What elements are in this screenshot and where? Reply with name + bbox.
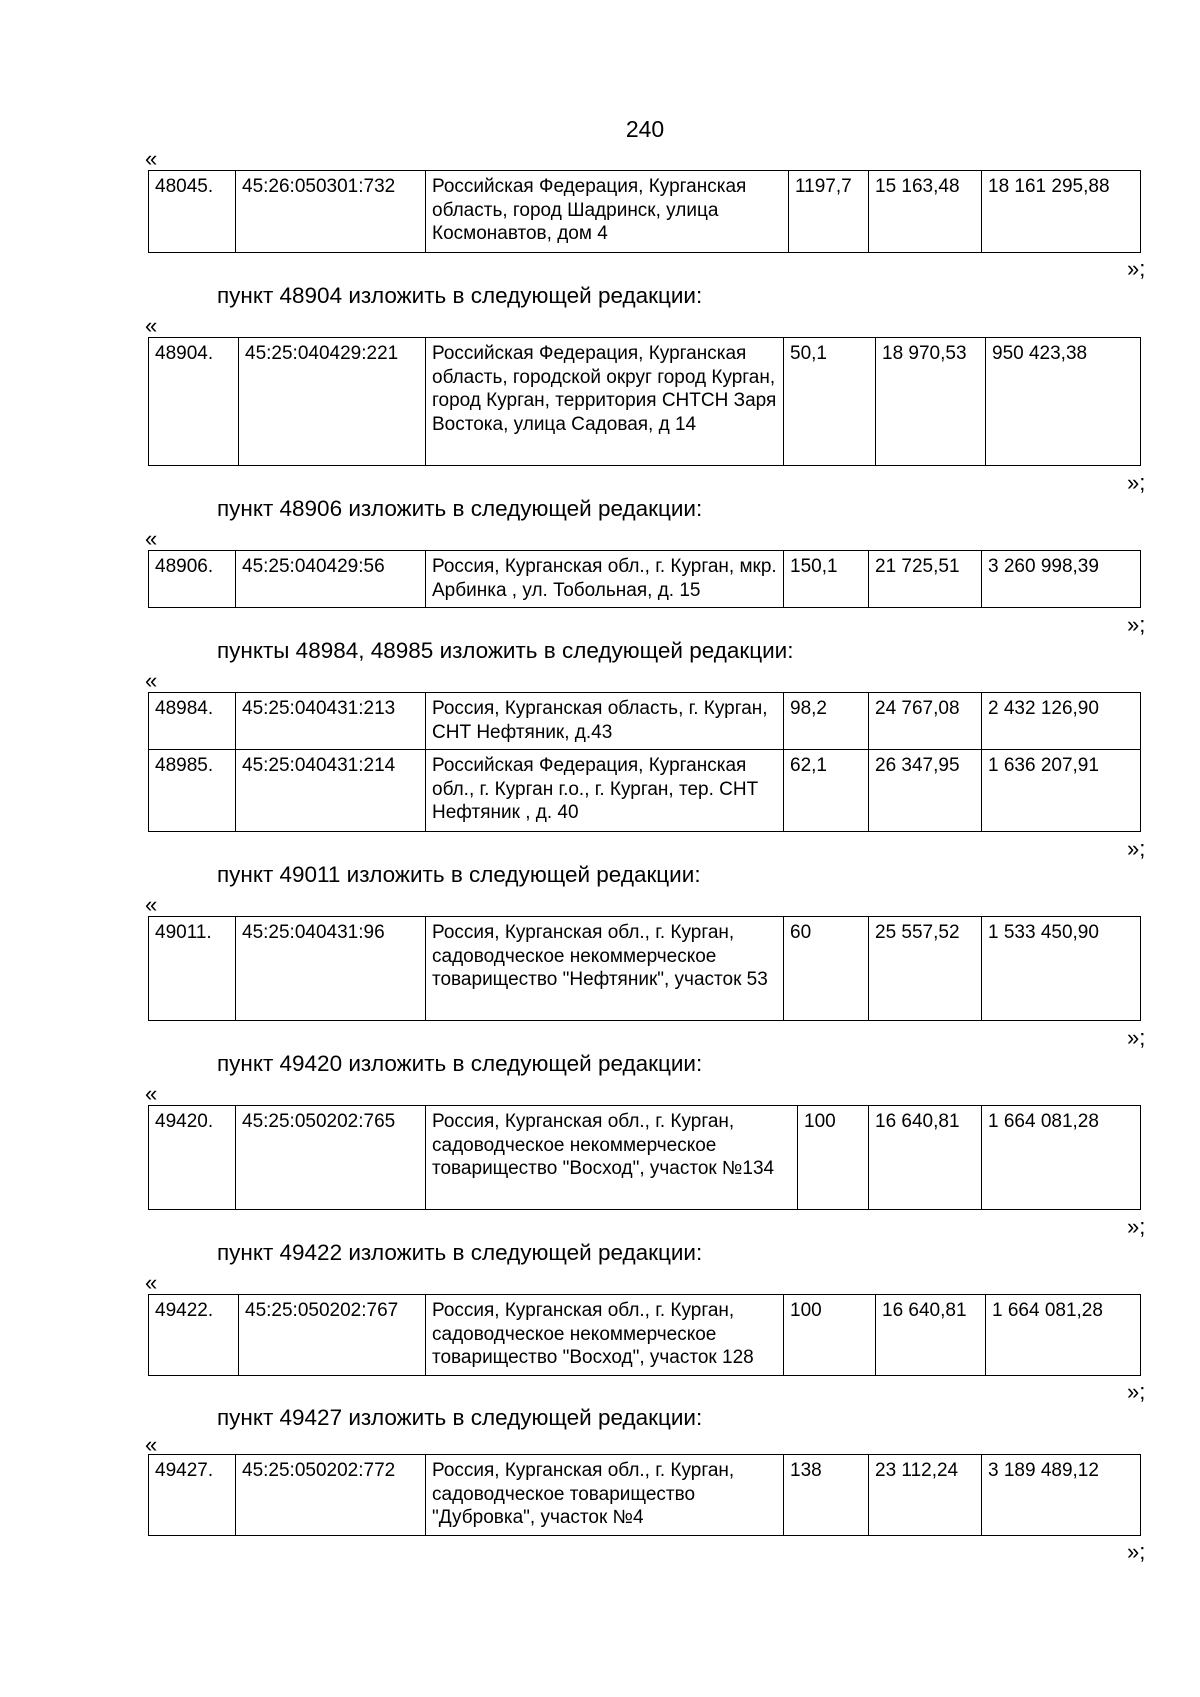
- open-quote: «: [145, 1081, 158, 1106]
- amendment-intro: пункт 48906 изложить в следующей редакции:: [217, 496, 703, 521]
- close-quote: »;: [1127, 1379, 1146, 1404]
- close-quote: »;: [1127, 470, 1146, 495]
- open-quote: «: [145, 146, 158, 171]
- area: 150,1: [784, 551, 869, 608]
- area: 100: [798, 1106, 869, 1210]
- address: Российская Федерация, Курганская обл., г. Курган г.о., г. Курган, тер. СНТ Нефтяник , д. 40: [426, 750, 784, 832]
- open-quote: «: [145, 892, 158, 917]
- address: Россия, Курганская обл., г. Курган, садоводческое некоммерческое товарищество "Нефтяник", участок 53: [426, 917, 784, 1021]
- cadastral-number: 45:25:040429:221: [239, 338, 426, 466]
- row-number: 48984.: [149, 693, 236, 750]
- rate: 21 725,51: [869, 551, 982, 608]
- cadastral-value: 18 161 295,88: [982, 171, 1141, 253]
- address: Россия, Курганская обл., г. Курган, садоводческое некоммерческое товарищество "Восход", участок №134: [426, 1106, 798, 1210]
- cadastral-number: 45:26:050301:732: [236, 171, 426, 253]
- rate: 18 970,53: [876, 338, 986, 466]
- cadastral-value: 1 636 207,91: [982, 750, 1141, 832]
- area: 138: [784, 1455, 869, 1536]
- area: 60: [784, 917, 869, 1021]
- open-quote: «: [145, 526, 158, 551]
- row-number: 48985.: [149, 750, 236, 832]
- cadastral-value: 3 260 998,39: [982, 551, 1141, 608]
- address: Россия, Курганская обл., г. Курган, садоводческое некоммерческое товарищество "Восход", участок 128: [426, 1295, 784, 1376]
- close-quote: »;: [1127, 1214, 1146, 1239]
- close-quote: »;: [1127, 1025, 1146, 1050]
- cadastral-value: 1 533 450,90: [982, 917, 1141, 1021]
- record-table: [148, 1454, 1141, 1536]
- row-number: 48045.: [149, 171, 236, 253]
- cadastral-value: 1 664 081,28: [982, 1106, 1141, 1210]
- address: Российская Федерация, Курганская область, город Шадринск, улица Космонавтов, дом 4: [426, 171, 789, 253]
- address: Россия, Курганская область, г. Курган, СНТ Нефтяник, д.43: [426, 693, 784, 750]
- area: 98,2: [784, 693, 869, 750]
- record-table: [148, 1105, 1141, 1210]
- table-row: [149, 338, 1141, 466]
- table-row: [149, 693, 1141, 750]
- record-table: [148, 170, 1141, 253]
- cadastral-number: 45:25:040431:214: [236, 750, 426, 832]
- rate: 23 112,24: [869, 1455, 982, 1536]
- address: Российская Федерация, Курганская область, городской округ город Курган, город Курган, территория СНТСН Заря Востока, улица Садовая, д 14: [426, 338, 784, 466]
- row-number: 49420.: [149, 1106, 236, 1210]
- page-number: 240: [625, 116, 665, 142]
- amendment-intro: пункт 48904 изложить в следующей редакции:: [217, 283, 703, 308]
- rate: 24 767,08: [869, 693, 982, 750]
- cadastral-value: 2 432 126,90: [982, 693, 1141, 750]
- cadastral-number: 45:25:040431:96: [236, 917, 426, 1021]
- close-quote: »;: [1127, 612, 1146, 637]
- rate: 16 640,81: [876, 1295, 986, 1376]
- row-number: 49011.: [149, 917, 236, 1021]
- table-row: [149, 1106, 1141, 1210]
- table-row: [149, 1455, 1141, 1536]
- open-quote: «: [145, 1270, 158, 1295]
- amendment-intro: пункт 49422 изложить в следующей редакции:: [217, 1240, 703, 1265]
- row-number: 48906.: [149, 551, 236, 608]
- table-row: [149, 750, 1141, 832]
- table-row: [149, 171, 1141, 253]
- cadastral-value: 1 664 081,28: [986, 1295, 1141, 1376]
- close-quote: »;: [1127, 256, 1146, 281]
- amendment-intro: пункт 49420 изложить в следующей редакции:: [217, 1051, 703, 1076]
- open-quote: «: [145, 313, 158, 338]
- cadastral-number: 45:25:050202:772: [236, 1455, 426, 1536]
- record-table: [148, 550, 1141, 608]
- rate: 25 557,52: [869, 917, 982, 1021]
- area: 62,1: [784, 750, 869, 832]
- area: 100: [784, 1295, 876, 1376]
- row-number: 49427.: [149, 1455, 236, 1536]
- record-table: [148, 1294, 1141, 1376]
- address: Россия, Курганская обл., г. Курган, мкр. Арбинка , ул. Тобольная, д. 15: [426, 551, 784, 608]
- cadastral-value: 950 423,38: [986, 338, 1141, 466]
- address: Россия, Курганская обл., г. Курган, садоводческое товарищество "Дубровка", участок №4: [426, 1455, 784, 1536]
- cadastral-number: 45:25:040431:213: [236, 693, 426, 750]
- close-quote: »;: [1127, 836, 1146, 861]
- rate: 26 347,95: [869, 750, 982, 832]
- amendment-intro: пункт 49011 изложить в следующей редакции:: [217, 862, 701, 887]
- row-number: 49422.: [149, 1295, 239, 1376]
- cadastral-number: 45:25:050202:765: [236, 1106, 426, 1210]
- open-quote: «: [145, 668, 158, 693]
- row-number: 48904.: [149, 338, 239, 466]
- cadastral-number: 45:25:050202:767: [239, 1295, 426, 1376]
- cadastral-number: 45:25:040429:56: [236, 551, 426, 608]
- amendment-intro: пункт 49427 изложить в следующей редакции:: [217, 1405, 703, 1430]
- table-row: [149, 917, 1141, 1021]
- open-quote: «: [145, 1432, 158, 1457]
- area: 50,1: [784, 338, 876, 466]
- close-quote: »;: [1127, 1539, 1146, 1564]
- rate: 15 163,48: [869, 171, 982, 253]
- record-table: [148, 337, 1141, 466]
- table-row: [149, 551, 1141, 608]
- amendment-intro: пункты 48984, 48985 изложить в следующей редакции:: [217, 638, 794, 663]
- table-row: [149, 1295, 1141, 1376]
- cadastral-value: 3 189 489,12: [982, 1455, 1141, 1536]
- record-table: [148, 692, 1141, 832]
- area: 1197,7: [789, 171, 869, 253]
- rate: 16 640,81: [869, 1106, 982, 1210]
- record-table: [148, 916, 1141, 1021]
